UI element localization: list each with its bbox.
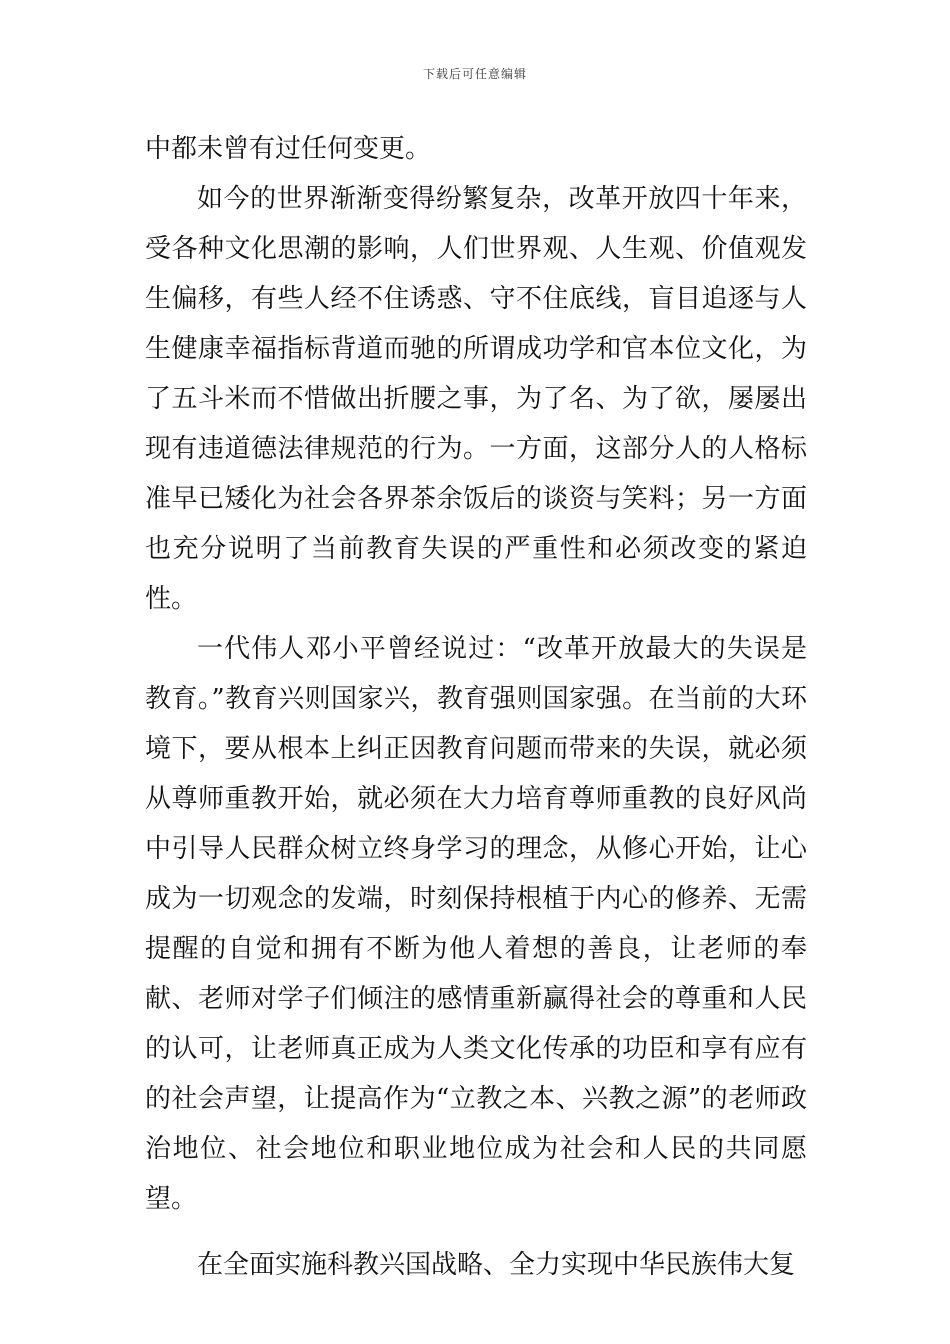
document-body: [145, 124, 807, 1290]
page-header: 下载后可任意编辑: [422, 67, 527, 81]
paragraph: 如今的世界渐渐变得纷繁复杂，改革开放四十年来，受各种文化思潮的影响，人们世界观、人生观、价值观发生偏移，有些人经不住诱惑、守不住底线，盲目追逐与人生健康幸福指标背道而驰的所谓成功学和官本位文化，为了五斗米而不惜做出折腰之事，为了名、为了欲，屡屡出现有违道德法律规范的行为。一方面，这部分人的人格标准早已矮化为社会各界茶余饭后的谈资与笑料；另一方面也充分说明了当前教育失误的严重性和必须改变的紧迫性。: [145, 184, 807, 614]
paragraph-continuation: 中都未曾有过任何变更。: [145, 134, 432, 164]
paragraph: 在全面实施科教兴国战略、全力实现中华民族伟大复: [197, 1250, 796, 1280]
paragraph: 一代伟人邓小平曾经说过：“改革开放最大的失误是教育。”教育兴则国家兴，教育强则国家强。在当前的大环境下，要从根本上纠正因教育问题而带来的失误，就必须从尊师重教开始，就必须在大力培育尊师重教的良好风尚中引导人民群众树立终身学习的理念，从修心开始，让心成为一切观念的发端，时刻保持根植于内心的修养、无需提醒的自觉和拥有不断为他人着想的善良，让老师的奉献、老师对学子们倾注的感情重新赢得社会的尊重和人民的认可，让老师真正成为人类文化传承的功臣和享有应有的社会声望，让提高作为“立教之本、兴教之源”的老师政治地位、社会地位和职业地位成为社会和人民的共同愿望。: [145, 634, 807, 1214]
